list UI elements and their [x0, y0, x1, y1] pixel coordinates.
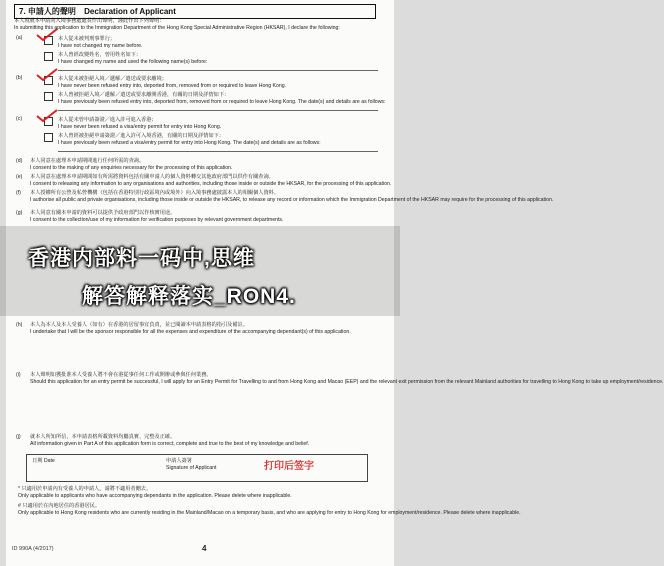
answer-line [58, 151, 378, 152]
overlay-headline-2: 解答解释落实_RON4. [82, 285, 296, 308]
section-g-label: (g) [16, 210, 23, 216]
section-h-en: I undertake that I will be the sponsor responsible for all the expenses and expenditure of the accompanying dependant(s) of this application. [30, 329, 351, 335]
tick-mark-icon [34, 68, 60, 82]
page-number: 4 [202, 544, 207, 553]
tick-mark-icon [34, 109, 60, 123]
tick-mark-icon [34, 28, 60, 42]
section-b-option2-checkbox[interactable] [44, 92, 53, 101]
section-c-label: (c) [16, 116, 23, 122]
section-i-label: (i) [16, 372, 21, 378]
intro-en: In submitting this application to the Immigration Department of the Hong Kong Special Administrative Region (HKSAR), I declare the following: [14, 25, 340, 31]
section-b-option2-zh: 本人曾被拒絕入境／遞解／遣送或要求離開香港，有關的日期及詳情如下： [58, 92, 230, 98]
intro-zh: 本人現就本申請向入境事務處處長作出聲明，謹此作出下列聲明： [14, 18, 165, 24]
signature-stamp: 打印后签字 [264, 461, 314, 472]
date-label: 日期 Date [32, 458, 55, 464]
note-hash-zh: # 只適用於在內地居住的香港居民。 [18, 503, 101, 509]
section-j-label: (j) [16, 434, 21, 440]
section-c-option1-en: I have never been refused a visa/entry permit for entry into Hong Kong. [58, 124, 222, 130]
section-c-option1-zh: 本人從未曾申請簽證／進入許可進入香港； [58, 117, 157, 123]
section-d-label: (d) [16, 158, 23, 164]
section-c-option2-en: I have previously been refused a visa/entry permit for entry into Hong Kong. The date(s) and details are as follows: [58, 140, 321, 146]
section-number: 7. [19, 7, 26, 16]
section-c-option2-zh: 本人曾經被拒絕申請簽證／進入許可入境香港，有關的日期及詳情如下： [58, 133, 225, 139]
section-d-zh: 本人同意在處理本申請期間進行任何所需的查詢。 [30, 158, 145, 164]
section-a-option1-en: I have not changed my name before. [58, 43, 143, 49]
section-h-zh: 本人為本人及本人受養人（如有）在香港的居留事宜負責，並已閱讀本申請表格的指引及備註。 [30, 322, 248, 328]
section-title [14, 4, 376, 19]
section-e-zh: 本人同意在處理本申請期間如有所需將資料包括有關申請人的個人資料轉交其他政府部門以供作有關查詢。 [30, 174, 274, 180]
section-a-option1-zh: 本人從未被判刑事罪行； [58, 36, 116, 42]
section-j-en: All information given in Part A of this application form is correct, complete and true to the best of my knowledge and belief. [30, 441, 310, 447]
section-f-zh: 本人授權所有公營及私營機構（包括在香港特別行政區境內或境外）向入境事務處披露本人的相關個人資料。 [30, 190, 280, 196]
title-zh: 申請人的聲明 [27, 7, 76, 16]
section-i-zh: 本人聲明如獲批准本人受養人將不會在港從事任何工作或開辦或參與任何業務。 [30, 372, 212, 378]
section-i-en: Should this application for an entry permit be successful, I will apply for an Entry Permit for Travelling to and from Hong Kong and Macao (EEP) and the relevant exit permission from the relevant Mainland authorities for travelling to Hong Kong to take up employment/residence. [30, 379, 664, 385]
section-b-option2-en: I have previously been refused entry into, deported from, removed from or required to leave Hong Kong. The date(s) and details are as follows: [58, 99, 386, 105]
section-a-option2-zh: 本人曾經改變姓名，曾用姓名如下： [58, 52, 142, 58]
section-e-label: (e) [16, 174, 23, 180]
overlay-headline-1: 香港内部料一码中,思维 [28, 247, 255, 270]
note-star-zh: * 只適用於申請內有受養人的申請人，請將不適用者刪去。 [18, 486, 152, 492]
section-c-option2-checkbox[interactable] [44, 133, 53, 142]
form-code: ID 990A (4/2017) [12, 546, 54, 552]
signature-label-zh: 申請人簽署 [166, 458, 192, 464]
section-b-option1-en: I have never been refused entry into, deported from, removed from or required to leave Hong Kong. [58, 83, 287, 89]
note-hash-en: Only applicable to Hong Kong residents who are currently residing in the Mainland/Macao on a temporary basis, and who are applying for entry to Hong Kong for employment/residence. Please delete where inapplicable. [18, 510, 521, 516]
section-f-label: (f) [16, 190, 21, 196]
section-d-en: I consent to the making of any enquiries necessary for the processing of this application. [30, 165, 233, 171]
answer-line [58, 110, 378, 111]
section-j-zh: 就本人所知所信，本申請表格所載資料均屬真實、完整及正確。 [30, 434, 176, 440]
section-h-label: (h) [16, 322, 23, 328]
answer-line [58, 70, 378, 71]
section-b-label: (b) [16, 75, 23, 81]
section-a-label: (a) [16, 35, 23, 41]
section-g-en: I consent to the collection/use of my information for verification purposes by relevant government departments. [30, 217, 284, 223]
section-g-zh: 本人同意有關本申請的資料可以提供予政府部門以作核實用途。 [30, 210, 176, 216]
section-a-option2-en: I have changed my name and used the following name(s) before: [58, 59, 208, 65]
note-star-en: Only applicable to applicants who have accompanying dependants in the application. Please delete where inapplicable. [18, 493, 292, 499]
title-en: Declaration of Applicant [84, 7, 176, 16]
section-f-en: I authorise all public and private organisations, including those inside or outside the HKSAR, to release any record or information which the Immigration Department of the HKSAR may require for the processing of this application. [30, 197, 554, 203]
signature-label-en: Signature of Applicant [166, 465, 217, 471]
section-e-en: I consent to releasing any information to any organisations and authorities, including those inside or outside the HKSAR, for the processing of this application. [30, 181, 392, 187]
section-a-option2-checkbox[interactable] [44, 52, 53, 61]
section-b-option1-zh: 本人從未被拒絕入境／遞解／遣送或要求離境； [58, 76, 167, 82]
